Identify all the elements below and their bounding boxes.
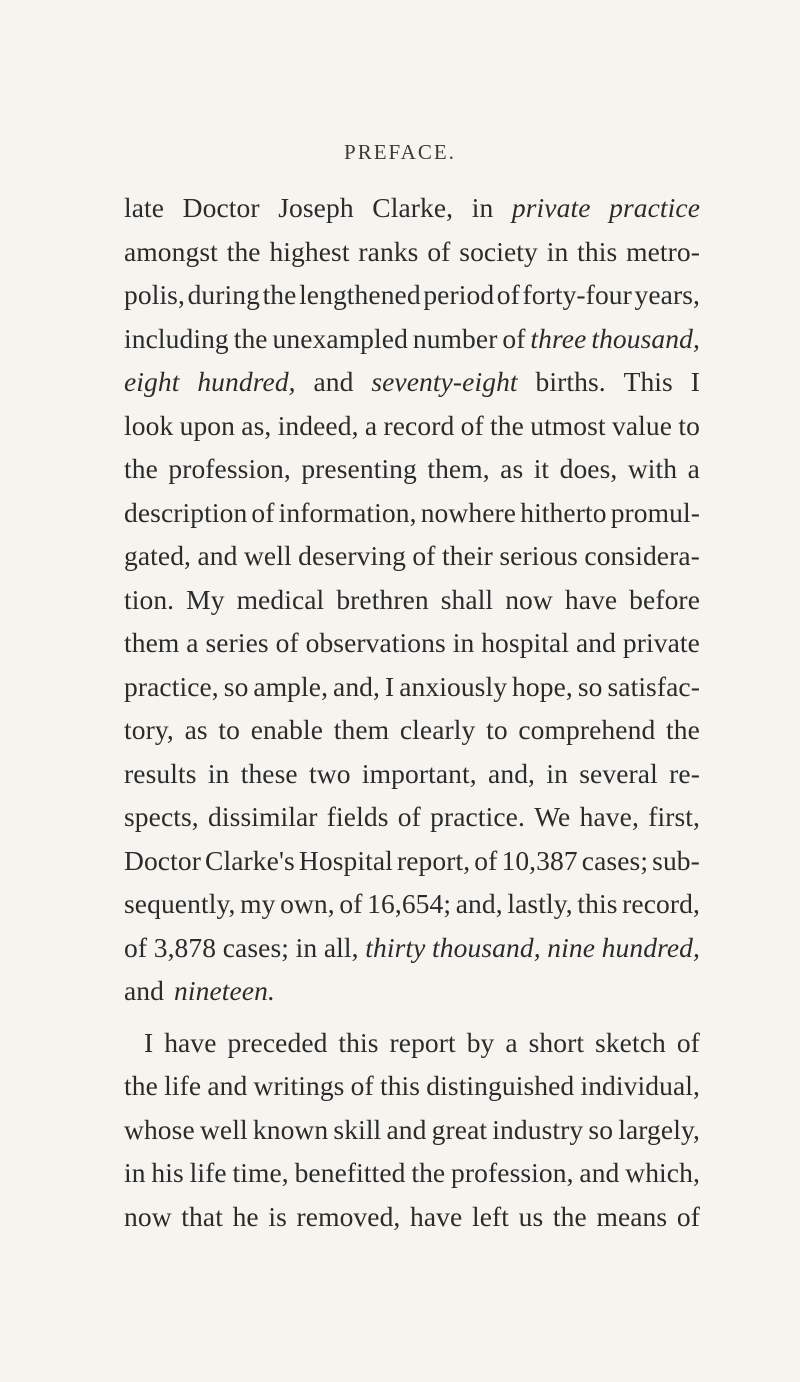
word: indeed,	[277, 409, 359, 441]
word: life	[189, 1157, 227, 1188]
word: hospital	[481, 627, 570, 658]
word: distinguished	[426, 1070, 575, 1101]
text-line	[124, 795, 700, 839]
word: record	[383, 409, 455, 441]
text-line	[124, 317, 700, 361]
word: medical	[236, 583, 325, 615]
word: practice,	[124, 670, 219, 702]
word: number	[412, 322, 498, 354]
word: and	[575, 627, 616, 658]
word: as	[500, 453, 524, 484]
word: record,	[622, 888, 700, 919]
word: gated,	[124, 540, 192, 571]
word: the	[666, 714, 700, 745]
word: of	[502, 322, 526, 354]
word: this	[338, 1026, 379, 1058]
word: ranks	[358, 235, 419, 267]
word: period	[423, 279, 495, 310]
word: profession,	[451, 1157, 574, 1188]
word: well	[243, 540, 292, 571]
word: a	[505, 1026, 518, 1058]
word: these	[240, 757, 298, 789]
word: presenting	[301, 453, 417, 484]
text-line	[124, 1021, 700, 1065]
word: report,	[396, 844, 471, 876]
word: highest	[269, 235, 350, 267]
word: shall	[440, 583, 494, 615]
word: in	[207, 757, 230, 789]
word: of	[474, 844, 498, 876]
word: of	[496, 279, 520, 310]
word: polis,	[124, 279, 185, 310]
word: cases;	[581, 844, 649, 876]
word: removed,	[296, 1200, 401, 1232]
text-line	[124, 839, 700, 883]
word: sequently,	[124, 888, 236, 919]
word: means	[596, 1200, 668, 1232]
word: of	[427, 235, 451, 267]
word: is	[268, 1200, 287, 1232]
word: have,	[579, 801, 639, 832]
word: in	[546, 757, 568, 789]
word: information,	[278, 496, 417, 528]
word: re-	[669, 757, 700, 789]
word: this	[577, 888, 618, 919]
word: them,	[427, 453, 490, 484]
word: deserving	[298, 540, 406, 571]
word: does,	[559, 453, 618, 484]
word: great	[431, 1113, 488, 1145]
word: skill	[333, 1113, 382, 1145]
word: my	[240, 888, 276, 919]
word: preceded	[227, 1026, 328, 1058]
word: have	[410, 1200, 463, 1232]
text-line	[124, 447, 700, 491]
text-line	[124, 534, 700, 578]
word: to	[678, 409, 700, 441]
word: thirty	[365, 931, 426, 963]
word: have	[164, 1026, 217, 1058]
text-line	[124, 1151, 700, 1195]
word: sub-	[652, 844, 700, 876]
word: private	[511, 192, 591, 223]
word: 3,878	[153, 931, 217, 963]
word: during	[187, 279, 260, 310]
word: two	[309, 757, 351, 789]
word: Clarke's	[205, 844, 295, 876]
word: and	[197, 540, 238, 571]
word: Doctor	[182, 192, 260, 223]
word: report	[389, 1026, 456, 1058]
word: and,	[333, 670, 381, 702]
word: he	[232, 1200, 259, 1232]
word: now	[505, 583, 553, 615]
word: individual,	[580, 1070, 700, 1101]
word: of	[124, 931, 148, 963]
text-line	[124, 491, 700, 535]
word: nowhere	[420, 496, 517, 528]
word: Joseph	[278, 192, 354, 223]
word: all,	[323, 931, 359, 963]
word: value	[612, 409, 673, 441]
word: whose	[124, 1113, 195, 1145]
word: of	[275, 627, 299, 658]
word: forty-four	[522, 279, 632, 310]
word: so	[223, 670, 249, 702]
word: and,	[455, 888, 503, 919]
word: anxiously	[399, 670, 508, 702]
word: 10,387	[501, 844, 578, 876]
word: and	[579, 1157, 620, 1188]
word: eight	[124, 366, 180, 397]
word: of	[460, 409, 484, 441]
word: of	[350, 1070, 374, 1101]
word: three	[530, 322, 587, 354]
word: the	[411, 1157, 446, 1188]
word: utmost	[530, 409, 606, 441]
word: in	[546, 235, 569, 267]
word: them	[124, 627, 180, 658]
word: so	[577, 670, 603, 702]
word: upon	[179, 409, 235, 441]
text-line	[124, 1108, 700, 1152]
word: enable	[250, 714, 324, 745]
word: a	[364, 409, 378, 441]
word: I	[144, 1026, 154, 1058]
word: own,	[280, 888, 335, 919]
word: of	[676, 1026, 700, 1058]
word: in	[124, 1157, 146, 1188]
word: satisfac-	[607, 670, 700, 702]
word: Clarke,	[372, 192, 454, 223]
word: sketch	[595, 1026, 666, 1058]
word: births.	[535, 366, 606, 397]
word: spects,	[124, 801, 199, 832]
word: now	[124, 1200, 172, 1232]
word: so	[588, 1113, 614, 1145]
word: serious	[499, 540, 578, 571]
word: to	[486, 714, 508, 745]
word: time,	[232, 1157, 289, 1188]
word: thousand,	[432, 931, 541, 963]
word: have	[564, 583, 618, 615]
word: hundred,	[197, 366, 296, 397]
word: that	[181, 1200, 223, 1232]
text-line	[124, 752, 700, 796]
word: of	[412, 540, 436, 571]
text-line	[124, 230, 700, 274]
word: of	[397, 801, 421, 832]
word: lengthened	[299, 279, 421, 310]
word: hundred,	[601, 931, 700, 963]
word: series	[205, 627, 269, 658]
word: the	[233, 322, 268, 354]
word: metro-	[626, 235, 700, 267]
word: us	[518, 1200, 544, 1232]
text-line	[124, 1195, 700, 1239]
word: the	[124, 453, 158, 484]
word: clearly	[399, 714, 476, 745]
text-line	[124, 360, 700, 404]
word: in	[452, 627, 475, 658]
word: tory,	[124, 714, 174, 745]
word: hitherto	[520, 496, 607, 528]
word: Doctor	[124, 844, 201, 876]
word: results	[124, 757, 197, 789]
text-line	[124, 578, 700, 622]
word: by	[466, 1026, 495, 1058]
word: with	[627, 453, 678, 484]
word: them	[333, 714, 390, 745]
word: as	[184, 714, 208, 745]
word: cases;	[222, 931, 289, 963]
word: years,	[634, 279, 700, 310]
word: and,	[488, 757, 536, 789]
text-line	[124, 665, 700, 709]
word: practice	[609, 192, 700, 223]
word: This	[623, 366, 673, 397]
word: and	[313, 366, 354, 397]
text-line	[124, 926, 700, 970]
word: dissimilar	[208, 801, 318, 832]
word: a	[186, 627, 199, 658]
word: industry	[492, 1113, 584, 1145]
running-head: PREFACE.	[344, 140, 456, 164]
word: several	[579, 757, 658, 789]
word: as,	[241, 409, 272, 441]
word: it	[533, 453, 550, 484]
word: comprehend	[518, 714, 656, 745]
word: short	[528, 1026, 585, 1058]
word: description	[124, 496, 248, 528]
word: tion.	[124, 583, 175, 615]
word: I	[384, 670, 395, 702]
text-line	[124, 273, 700, 317]
word: including	[124, 322, 229, 354]
word: the	[226, 235, 261, 267]
text-line	[124, 882, 700, 926]
word: brethren	[336, 583, 429, 615]
word: in	[471, 192, 494, 223]
text-line	[124, 186, 700, 230]
word: important,	[361, 757, 477, 789]
text-line	[124, 404, 700, 448]
word: hope,	[512, 670, 573, 702]
word: nine	[547, 931, 596, 963]
word: before	[629, 583, 700, 615]
word: observations	[305, 627, 446, 658]
word: of	[676, 1200, 700, 1232]
word: the	[262, 279, 297, 310]
word: and	[386, 1113, 427, 1145]
word: which,	[625, 1157, 700, 1188]
word: the	[552, 1200, 587, 1232]
word: life	[164, 1070, 202, 1101]
word: promul-	[610, 496, 700, 528]
word: late	[124, 192, 165, 223]
word: this	[577, 235, 618, 267]
word: of	[339, 888, 363, 919]
word: unexampled	[272, 322, 408, 354]
word: first,	[648, 801, 700, 832]
word: ample,	[253, 670, 329, 702]
word: 16,654;	[367, 888, 452, 919]
word: My	[186, 583, 225, 615]
word: the	[124, 1070, 158, 1101]
word: Hospital	[298, 844, 393, 876]
text-line	[124, 969, 700, 1013]
word: look	[124, 409, 174, 441]
word: left	[471, 1200, 510, 1232]
word: I	[690, 366, 700, 397]
word: practice.	[430, 801, 525, 832]
word: nineteen.	[174, 975, 275, 1006]
text-line	[124, 1064, 700, 1108]
word: their	[441, 540, 493, 571]
word: and	[124, 975, 165, 1006]
word: We	[534, 801, 571, 832]
word: his	[151, 1157, 184, 1188]
word: to	[218, 714, 240, 745]
word: lastly,	[507, 888, 573, 919]
text-line	[124, 621, 700, 665]
word: thousand,	[591, 322, 700, 354]
word: society	[459, 235, 538, 267]
word: writings	[253, 1070, 345, 1101]
word: of	[251, 496, 275, 528]
word: considera-	[584, 540, 700, 571]
word: amongst	[124, 235, 218, 267]
word: fields	[326, 801, 389, 832]
word: in	[295, 931, 318, 963]
text-line	[124, 708, 700, 752]
word: and	[207, 1070, 248, 1101]
word: the	[490, 409, 524, 441]
word: a	[687, 453, 700, 484]
word: known	[252, 1113, 329, 1145]
word: profession,	[168, 453, 291, 484]
word: benefitted	[294, 1157, 406, 1188]
word: well	[199, 1113, 248, 1145]
word: private	[622, 627, 700, 658]
body-text	[124, 186, 700, 1238]
word: seventy-eight	[371, 366, 518, 397]
word: this	[379, 1070, 421, 1101]
word: largely,	[618, 1113, 700, 1145]
